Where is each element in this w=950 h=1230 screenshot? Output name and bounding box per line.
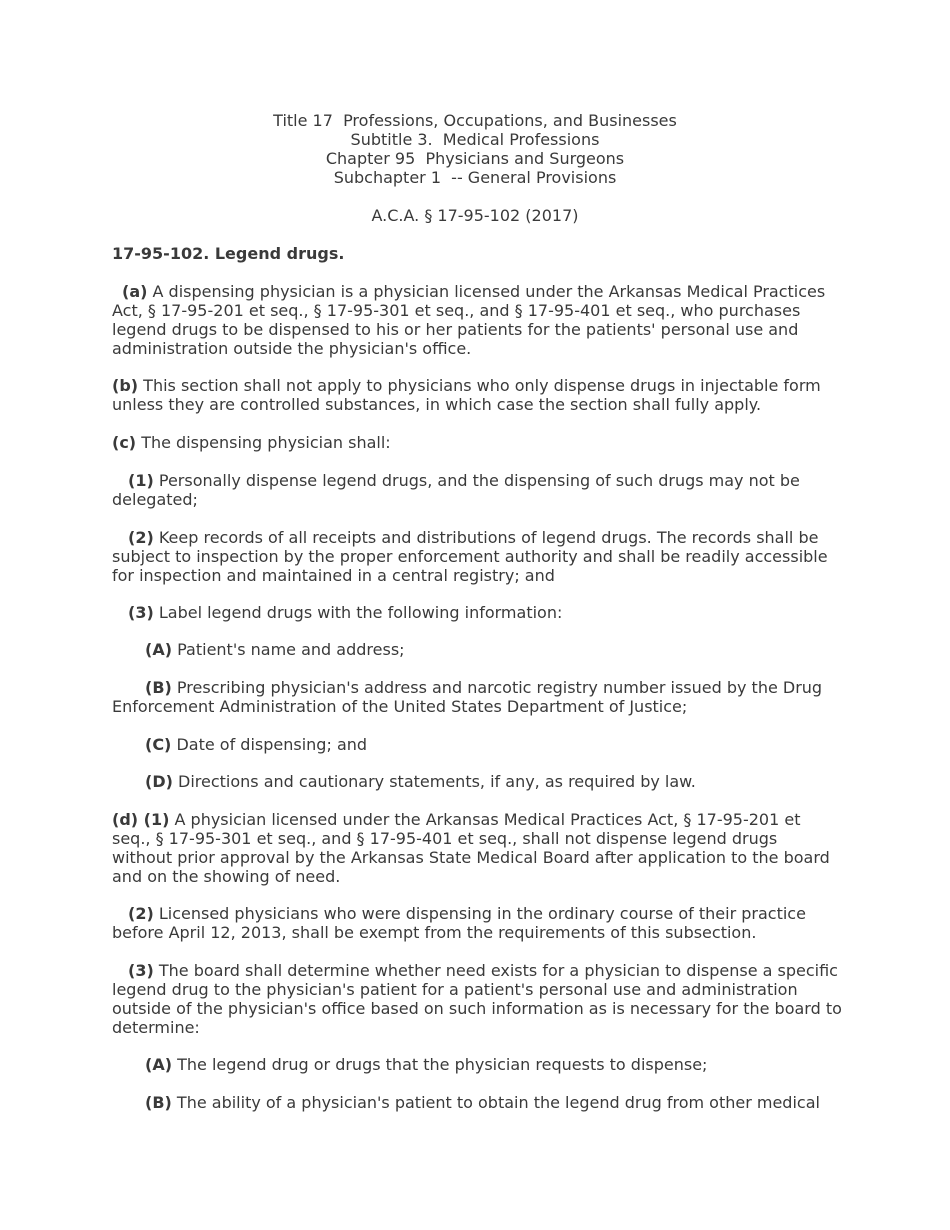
paragraph-label: (A) [145,640,173,659]
paragraph-label: (2) [128,528,154,547]
paragraph-label: (D) [145,772,173,791]
paragraph-text: Label legend drugs with the following information: [158,603,563,622]
paragraph-b [112,376,842,414]
paragraph-label: (B) [145,1093,172,1112]
paragraph-text: The ability of a physician's patient to obtain the legend drug from other medical [176,1093,820,1112]
paragraph-text: The board shall determine whether need exists for a physician to dispense a specific legend drug to the physician's patient for a patient's personal use and administration outside of the physician's office based on such information as is necessary for the board to determine: [112,961,842,1037]
paragraph-a [112,282,842,358]
paragraph-text: The dispensing physician shall: [141,433,391,452]
paragraph-label: (d) (1) [112,810,170,829]
paragraph-text: Patient's name and address; [177,640,405,659]
paragraph-text: The legend drug or drugs that the physician requests to dispense; [177,1055,708,1074]
paragraph-label: (c) [112,433,137,452]
paragraph-c [112,433,842,452]
paragraph-text: Prescribing physician's address and narcotic registry number issued by the Drug Enforcement Administration of the United States Department of Justice; [112,678,823,716]
paragraph-c-3 [112,603,842,622]
subchapter-line: Subchapter 1 -- General Provisions [333,168,617,187]
paragraph-label: (B) [145,678,172,697]
paragraph-text: Directions and cautionary statements, if any, as required by law. [178,772,696,791]
paragraph-d-3-b [112,1093,842,1112]
paragraph-label: (C) [145,735,172,754]
document-header [0,111,950,187]
paragraph-text: Keep records of all receipts and distributions of legend drugs. The records shall be subject to inspection by the proper enforcement authority and shall be readily accessible for inspection and maintained in a central registry; and [112,528,828,585]
paragraph-c-3-b [112,678,842,716]
paragraph-label: (3) [128,961,154,980]
paragraph-label: (1) [128,471,154,490]
paragraph-c-2 [112,528,842,585]
section-title: 17-95-102. Legend drugs. [112,244,345,263]
paragraph-text: This section shall not apply to physicians who only dispense drugs in injectable form unless they are controlled substances, in which case the section shall fully apply. [112,376,821,414]
paragraph-text: Date of dispensing; and [176,735,368,754]
paragraph-d-3-a [112,1055,842,1074]
paragraph-text: A physician licensed under the Arkansas Medical Practices Act, § 17-95-201 et seq., § 17-95-301 et seq., and § 17-95-401 et seq., shall not dispense legend drugs without prior approval by the Arkansas State Medical Board after application to the board and on the showing of need. [112,810,830,886]
paragraph-text: Personally dispense legend drugs, and the dispensing of such drugs may not be delegated; [112,471,800,509]
paragraph-d-3 [112,961,842,1037]
paragraph-label: (a) [122,282,148,301]
paragraph-text: Licensed physicians who were dispensing in the ordinary course of their practice before April 12, 2013, shall be exempt from the requirements of this subsection. [112,904,806,942]
paragraph-text: A dispensing physician is a physician licensed under the Arkansas Medical Practices Act, § 17-95-201 et seq., § 17-95-301 et seq., and § 17-95-401 et seq., who purchases legend drugs to be dispensed to his or her patients for the patients' personal use and administration outside the physician's office. [112,282,826,358]
paragraph-label: (A) [145,1055,173,1074]
paragraph-label: (2) [128,904,154,923]
citation: A.C.A. § 17-95-102 (2017) [371,206,579,225]
paragraph-c-1 [112,471,842,509]
subtitle-line: Subtitle 3. Medical Professions [350,130,600,149]
paragraph-c-3-c [112,735,842,754]
paragraph-d-2 [112,904,842,942]
paragraph-label: (3) [128,603,154,622]
paragraph-d-1 [112,810,842,886]
title-line: Title 17 Professions, Occupations, and Businesses [273,111,677,130]
paragraph-c-3-d [112,772,842,791]
paragraph-c-3-a [112,640,842,659]
paragraph-label: (b) [112,376,139,395]
chapter-line: Chapter 95 Physicians and Surgeons [325,149,625,168]
